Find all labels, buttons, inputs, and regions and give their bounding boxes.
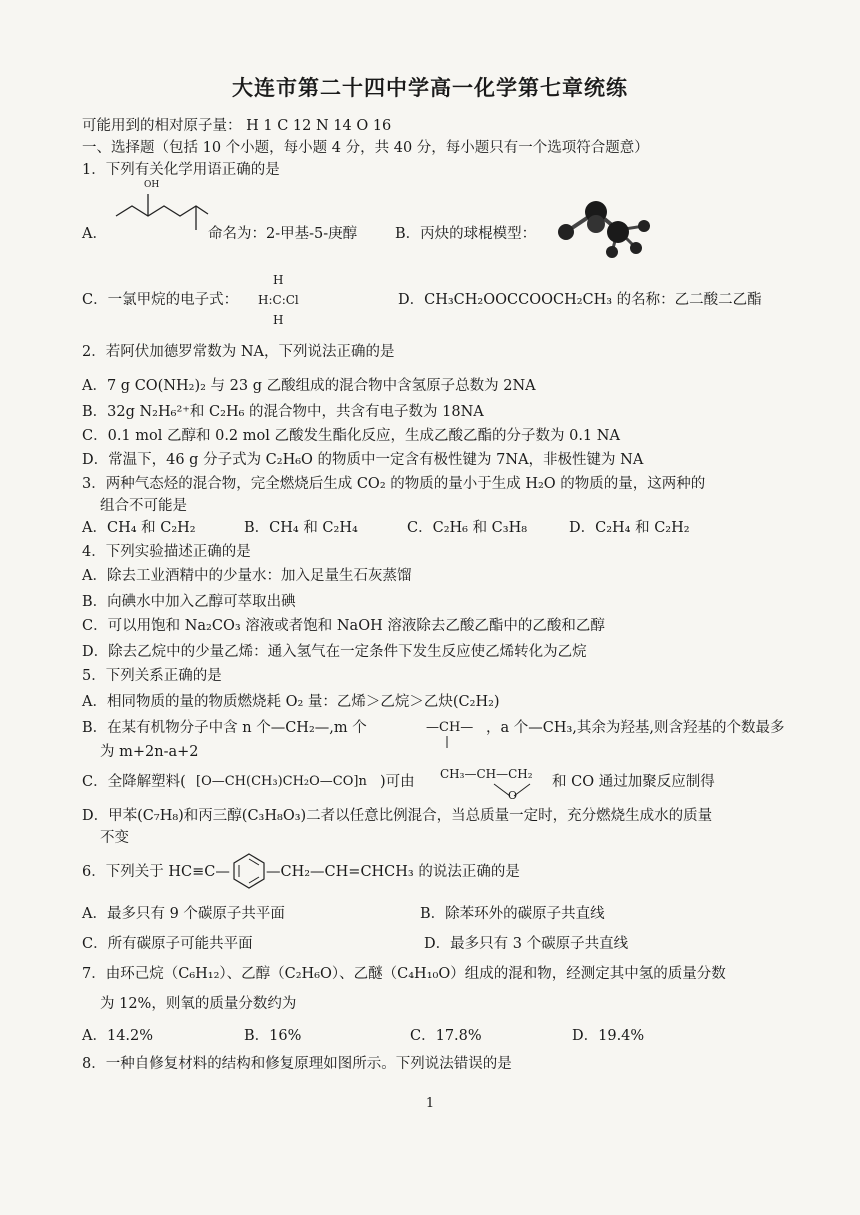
q2-option-c: C．0.1 mol 乙醇和 0.2 mol 乙酸发生酯化反应，生成乙酸乙酯的分子数为 0.1 NA [82,428,620,444]
q3-option-a: A．CH₄ 和 C₂H₂ [82,520,196,536]
q6-stem-prefix: 6．下列关于 HC≡C— [82,864,230,880]
q4-option-c: C．可以用饱和 Na₂CO₃ 溶液或者饱和 NaOH 溶液除去乙酸乙酯中的乙酸和乙醇 [82,618,605,634]
propyne-ball-stick-model [552,190,662,260]
q5-epoxide-oxygen: O [508,789,518,802]
q3-option-c: C．C₂H₆ 和 C₃H₈ [407,520,528,536]
q7-option-c: C．17.8% [410,1028,482,1044]
q1-option-b-text: B．丙炔的球棍模型： [395,226,537,242]
q6-benzene-ring [232,852,266,890]
q5-option-b-part3: 为 m+2n-a+2 [100,744,199,760]
q4-option-a: A．除去工业酒精中的少量水：加入足量生石灰蒸馏 [82,568,412,584]
q1-option-a-label: A． [82,226,107,242]
q4-stem: 4．下列实验描述正确的是 [82,544,251,560]
q7-stem: 7．由环己烷（C₆H₁₂）、乙醇（C₂H₆O）、乙醚（C₄H₁₀O）组成的混和物，经测定其中氢的质量分数 [82,966,726,982]
q5-option-a: A．相同物质的量的物质燃烧耗 O₂ 量：乙烯＞乙烷＞乙炔(C₂H₂) [82,694,500,710]
q5-ch-bond-line [445,736,449,748]
q6-option-d: D．最多只有 3 个碳原子共直线 [424,936,629,952]
q5-option-d-line2: 不变 [100,830,129,846]
section-heading: 一、选择题（包括 10 个小题，每小题 4 分，共 40 分，每小题只有一个选项符合题意） [82,140,649,156]
page-number: 1 [425,1096,435,1111]
q6-option-a: A．最多只有 9 个碳原子共平面 [82,906,285,922]
q2-option-a: A．7 g CO(NH₂)₂ 与 23 g 乙酸组成的混合物中含氢原子总数为 2NA [82,378,536,394]
q1-stem: 1．下列有关化学用语正确的是 [82,162,280,178]
q5-option-c-part3: 和 CO 通过加聚反应制得 [552,774,715,790]
q1-option-c-h-top: H [273,273,284,287]
q3-option-d: D．C₂H₄ 和 C₂H₂ [569,520,690,536]
q6-option-c: C．所有碳原子可能共平面 [82,936,253,952]
q7-stem-continued: 为 12%，则氧的质量分数约为 [100,996,297,1012]
q4-option-d: D．除去乙烷中的少量乙烯：通入氢气在一定条件下发生反应使乙烯转化为乙烷 [82,644,587,660]
atomic-masses: 可能用到的相对原子量： H 1 C 12 N 14 O 16 [82,118,392,134]
q1-option-c-h-bottom: H [273,313,284,327]
q5-option-b-ch-group: —CH— [426,720,474,735]
q1-oh-label: OH [144,180,160,190]
q5-epoxide-chain: CH₃—CH—CH₂ [440,767,533,781]
q2-option-b: B．32g N₂H₆²⁺和 C₂H₆ 的混合物中，共含有电子数为 18NA [82,404,484,420]
q7-option-b: B．16% [244,1028,302,1044]
q1-skeletal-structure [112,180,212,240]
q3-stem-continued: 组合不可能是 [100,498,187,514]
q5-stem: 5．下列关系正确的是 [82,668,222,684]
q5-option-d-line1: D．甲苯(C₇H₈)和丙三醇(C₃H₈O₃)二者以任意比例混合，当总质量一定时，充分燃烧生成水的质量 [82,808,713,824]
q5-option-c-part1: C．全降解塑料( [82,774,186,790]
q1-option-d-text: D．CH₃CH₂OOCCOOCH₂CH₃ 的名称：乙二酸二乙酯 [398,292,762,308]
q7-option-d: D．19.4% [572,1028,645,1044]
q6-option-b: B．除苯环外的碳原子共直线 [420,906,605,922]
q5-polymer-formula: [O—CH(CH₃)CH₂O—CO]n [196,774,367,789]
q1-option-c-text: C．一氯甲烷的电子式： [82,292,239,308]
q5-option-c-part2: )可由 [380,774,415,790]
q6-stem-suffix: —CH₂—CH=CHCH₃ 的说法正确的是 [266,864,520,880]
exam-title: 大连市第二十四中学高一化学第七章统练 [232,76,628,100]
q4-option-b: B．向碘水中加入乙醇可萃取出碘 [82,594,296,610]
q2-stem: 2．若阿伏加德罗常数为 NA，下列说法正确的是 [82,344,395,360]
q7-option-a: A．14.2% [82,1028,154,1044]
q3-option-b: B．CH₄ 和 C₂H₄ [244,520,358,536]
q1-option-a-text: 命名为：2-甲基-5-庚醇 [208,226,358,242]
q2-option-d: D．常温下，46 g 分子式为 C₂H₆O 的物质中一定含有极性键为 7NA，非极性键为 NA [82,452,644,468]
q3-stem: 3．两种气态烃的混合物，完全燃烧后生成 CO₂ 的物质的量小于生成 H₂O 的物质的量，这两种的 [82,476,706,492]
q1-option-c-formula: H:C:Cl [258,293,299,307]
q8-stem: 8．一种自修复材料的结构和修复原理如图所示。下列说法错误的是 [82,1056,512,1072]
q5-option-b-part2: ，a 个—CH₃,其余为羟基,则含羟基的个数最多 [486,720,785,736]
q5-option-b-part1: B．在某有机物分子中含 n 个—CH₂—,m 个 [82,720,367,736]
